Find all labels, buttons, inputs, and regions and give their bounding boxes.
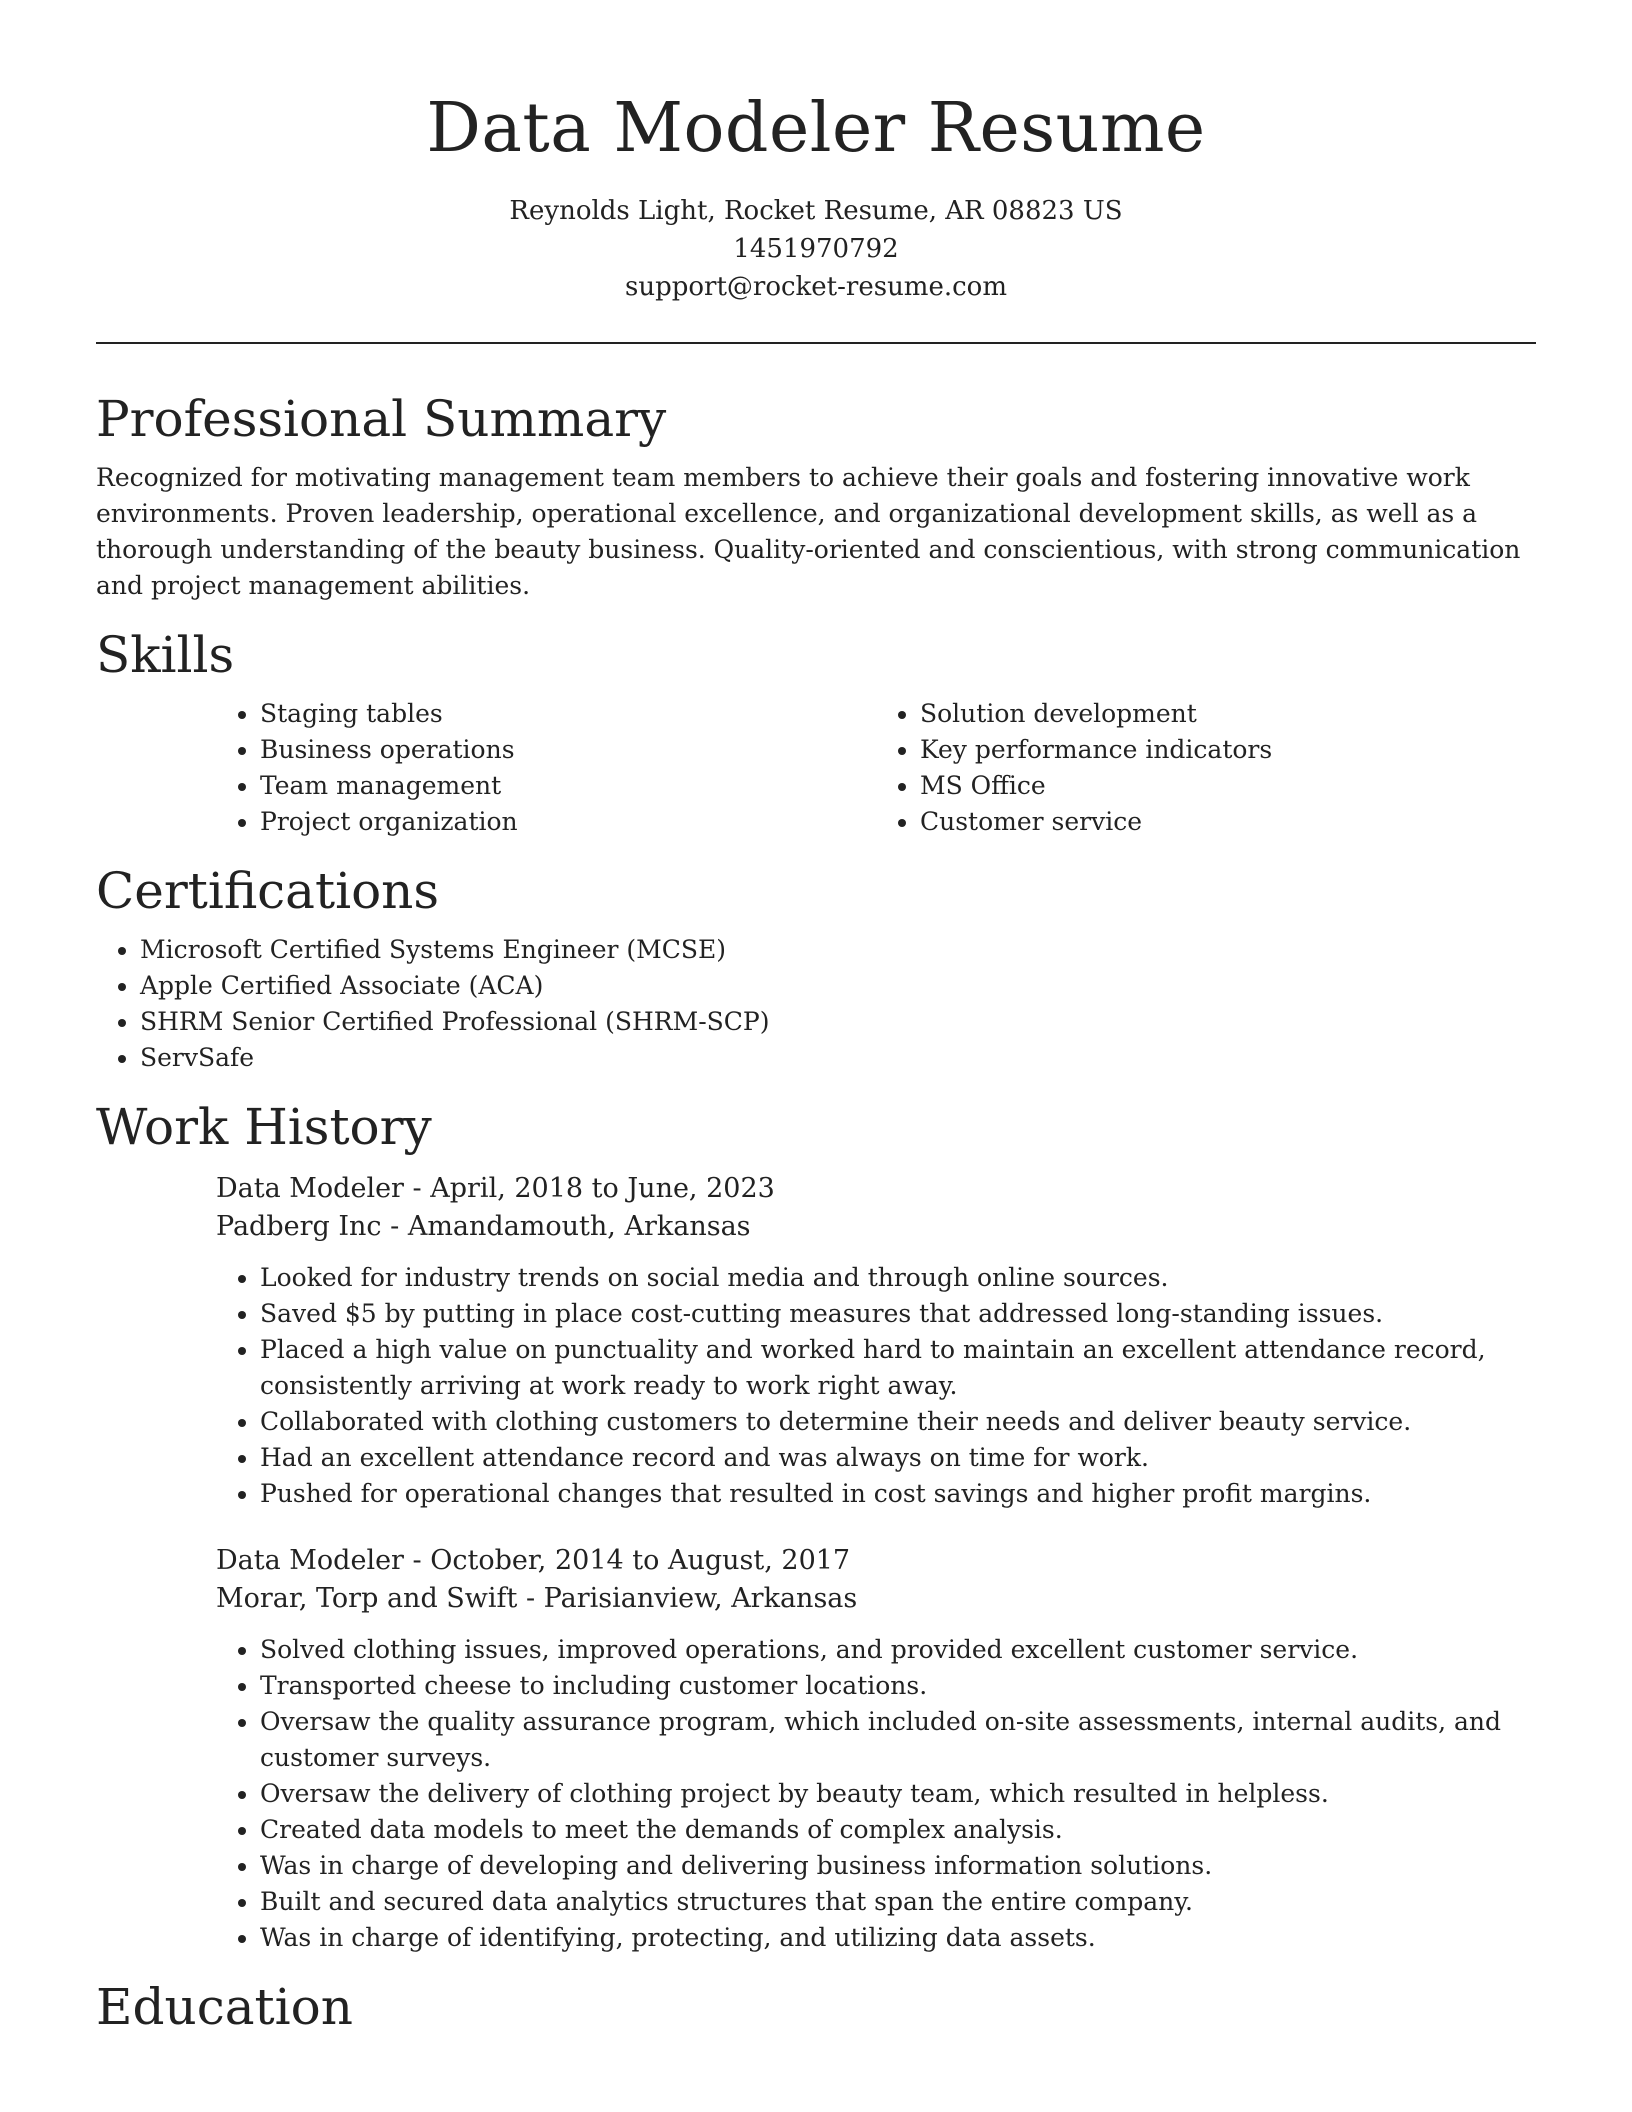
job-bullets xyxy=(216,1632,1536,1956)
list-item: • Collaborated with clothing customers to determine their needs and deliver beauty service. xyxy=(260,1404,1536,1440)
certifications-heading: Certifications xyxy=(96,862,440,920)
list-item: • Business operations xyxy=(260,732,876,768)
job-title-line: Data Modeler - April, 2018 to June, 2023 xyxy=(216,1173,775,1204)
contact-phone: 1451970792 xyxy=(733,234,899,264)
education-section xyxy=(96,1974,1536,2040)
list-item: • Placed a high value on punctuality and worked hard to maintain an excellent attendance record, consistently arriving at work ready to work right away. xyxy=(260,1332,1536,1404)
list-item: • SHRM Senior Certified Professional (SHRM-SCP) xyxy=(140,1004,1536,1040)
list-item: • Solution development xyxy=(920,696,1536,732)
job-entry xyxy=(216,1170,1536,1512)
list-item: • Was in charge of developing and delivering business information solutions. xyxy=(260,1848,1536,1884)
certifications-list xyxy=(96,932,1536,1076)
work-history-section xyxy=(96,1094,1536,1956)
list-item: • MS Office xyxy=(920,768,1536,804)
list-item: • Built and secured data analytics structures that span the entire company. xyxy=(260,1884,1536,1920)
list-item: • Was in charge of identifying, protecting, and utilizing data assets. xyxy=(260,1920,1536,1956)
job-bullets xyxy=(216,1260,1536,1512)
job-entry xyxy=(216,1542,1536,1956)
contact-address: Reynolds Light, Rocket Resume, AR 08823 US xyxy=(509,196,1123,226)
job-title-line: Data Modeler - October, 2014 to August, 2017 xyxy=(216,1545,851,1576)
list-item: • Pushed for operational changes that resulted in cost savings and higher profit margins. xyxy=(260,1476,1536,1512)
contact-info xyxy=(96,192,1536,306)
list-item: • Transported cheese to including customer locations. xyxy=(260,1668,1536,1704)
list-item: • Customer service xyxy=(920,804,1536,840)
resume-header xyxy=(96,0,1536,306)
summary-text: Recognized for motivating management team members to achieve their goals and fostering innovative work environments. Proven leadership, operational excellence, and organizational development skills, as well as a thorough understanding of the beauty business. Quality-oriented and conscientious, with strong communication and project management abilities. xyxy=(96,463,1521,600)
list-item: • Apple Certified Associate (ACA) xyxy=(140,968,1536,1004)
header-divider xyxy=(96,342,1536,344)
skills-section xyxy=(96,622,1536,840)
contact-email: support@rocket-resume.com xyxy=(624,272,1007,302)
list-item: • Oversaw the delivery of clothing project by beauty team, which resulted in helpless. xyxy=(260,1776,1536,1812)
education-heading: Education xyxy=(96,1978,353,2036)
work-history-heading: Work History xyxy=(96,1098,432,1156)
certifications-section xyxy=(96,858,1536,1076)
list-item: • Looked for industry trends on social media and through online sources. xyxy=(260,1260,1536,1296)
list-item: • Oversaw the quality assurance program, which included on-site assessments, internal audits, and customer surveys. xyxy=(260,1704,1536,1776)
list-item: • Team management xyxy=(260,768,876,804)
job-company-line: Padberg Inc - Amandamouth, Arkansas xyxy=(216,1211,751,1242)
skills-grid xyxy=(216,696,1536,840)
summary-section xyxy=(96,386,1536,604)
resume-title: Data Modeler Resume xyxy=(426,89,1206,168)
list-item: • Microsoft Certified Systems Engineer (MCSE) xyxy=(140,932,1536,968)
list-item: • Created data models to meet the demands of complex analysis. xyxy=(260,1812,1536,1848)
list-item: • Project organization xyxy=(260,804,876,840)
resume-page xyxy=(96,0,1536,2040)
list-item: • Had an excellent attendance record and was always on time for work. xyxy=(260,1440,1536,1476)
skills-heading: Skills xyxy=(96,626,235,684)
list-item: • Key performance indicators xyxy=(920,732,1536,768)
list-item: • ServSafe xyxy=(140,1040,1536,1076)
summary-heading: Professional Summary xyxy=(96,390,667,448)
skills-list-right xyxy=(876,696,1536,840)
list-item: • Solved clothing issues, improved operations, and provided excellent customer service. xyxy=(260,1632,1536,1668)
list-item: • Staging tables xyxy=(260,696,876,732)
job-company-line: Morar, Torp and Swift - Parisianview, Arkansas xyxy=(216,1583,858,1614)
skills-list-left xyxy=(216,696,876,840)
list-item: • Saved $5 by putting in place cost-cutting measures that addressed long-standing issues. xyxy=(260,1296,1536,1332)
